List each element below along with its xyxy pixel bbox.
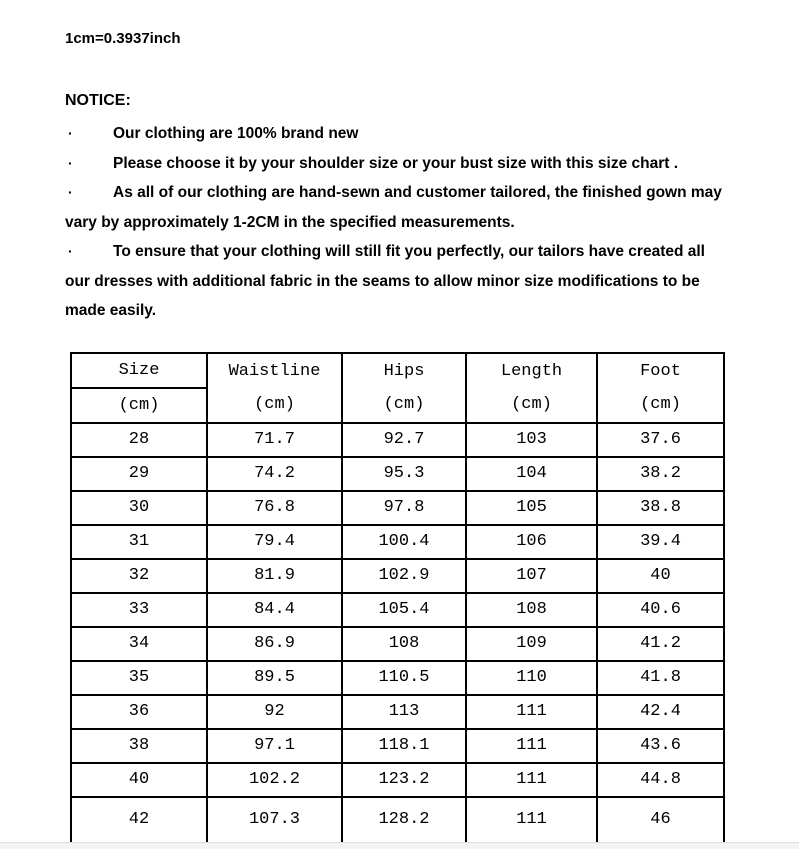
notice-item xyxy=(65,237,729,326)
cell-value: 41.8 xyxy=(597,661,724,695)
table-row xyxy=(71,729,724,763)
size-chart-body xyxy=(71,423,724,843)
column-header-unit: (cm) xyxy=(254,394,295,414)
notice-item-text: Our clothing are 100% brand new xyxy=(113,125,359,142)
notice-item xyxy=(65,178,729,237)
cell-value: 109 xyxy=(466,627,597,661)
table-row xyxy=(71,559,724,593)
cell-value: 36 xyxy=(71,695,207,729)
cell-value: 46 xyxy=(597,797,724,843)
cell-value: 118.1 xyxy=(342,729,466,763)
cell-value: 103 xyxy=(466,423,597,457)
column-header-unit: (cm) xyxy=(71,388,207,423)
cell-value: 105.4 xyxy=(342,593,466,627)
cell-value: 37.6 xyxy=(597,423,724,457)
cell-value: 39.4 xyxy=(597,525,724,559)
cell-value: 86.9 xyxy=(207,627,342,661)
column-header-unit: (cm) xyxy=(511,394,552,414)
cell-value: 89.5 xyxy=(207,661,342,695)
cell-value: 43.6 xyxy=(597,729,724,763)
cell-value: 111 xyxy=(466,763,597,797)
cell-value: 102.9 xyxy=(342,559,466,593)
cell-value: 30 xyxy=(71,491,207,525)
cell-value: 81.9 xyxy=(207,559,342,593)
column-header-unit: (cm) xyxy=(640,394,681,414)
column-header-label: Size xyxy=(71,353,207,388)
cell-value: 31 xyxy=(71,525,207,559)
bottom-page-strip xyxy=(0,842,799,849)
cell-value: 111 xyxy=(466,695,597,729)
table-row xyxy=(71,695,724,729)
cell-value: 95.3 xyxy=(342,457,466,491)
cell-value: 128.2 xyxy=(342,797,466,843)
cell-value: 123.2 xyxy=(342,763,466,797)
cell-value: 92.7 xyxy=(342,423,466,457)
cell-value: 33 xyxy=(71,593,207,627)
column-header xyxy=(342,353,466,423)
cell-value: 108 xyxy=(342,627,466,661)
table-row xyxy=(71,797,724,843)
table-row xyxy=(71,525,724,559)
cell-value: 110.5 xyxy=(342,661,466,695)
cell-value: 42 xyxy=(71,797,207,843)
cell-value: 40 xyxy=(71,763,207,797)
notice-list xyxy=(65,119,729,326)
column-header xyxy=(207,353,342,423)
table-row xyxy=(71,763,724,797)
header-row-label xyxy=(71,353,724,388)
cell-value: 38.8 xyxy=(597,491,724,525)
size-chart-table xyxy=(70,352,725,844)
bullet-dot: · xyxy=(68,243,73,259)
table-row xyxy=(71,661,724,695)
notice-item xyxy=(65,149,729,179)
cell-value: 29 xyxy=(71,457,207,491)
bullet-dot: · xyxy=(68,184,73,200)
cell-value: 97.8 xyxy=(342,491,466,525)
cell-value: 97.1 xyxy=(207,729,342,763)
size-chart-header xyxy=(71,353,724,423)
cell-value: 74.2 xyxy=(207,457,342,491)
column-header-label: Hips xyxy=(383,361,425,381)
cell-value: 104 xyxy=(466,457,597,491)
cell-value: 40.6 xyxy=(597,593,724,627)
cell-value: 105 xyxy=(466,491,597,525)
table-row xyxy=(71,627,724,661)
bullet-dot: · xyxy=(68,154,73,171)
notice-item-text: To ensure that your clothing will still fit you perfectly, our tailors have created all our dresses with additional fabric in the seams to allow minor size modifications to be made easily. xyxy=(65,243,705,319)
cell-value: 110 xyxy=(466,661,597,695)
cell-value: 113 xyxy=(342,695,466,729)
notice-heading: NOTICE: xyxy=(65,92,131,109)
cell-value: 106 xyxy=(466,525,597,559)
column-header-label: Waistline xyxy=(228,361,321,381)
cell-value: 38 xyxy=(71,729,207,763)
column-header xyxy=(597,353,724,423)
cell-value: 100.4 xyxy=(342,525,466,559)
cell-value: 92 xyxy=(207,695,342,729)
bullet-dot: · xyxy=(68,125,73,141)
cell-value: 111 xyxy=(466,729,597,763)
cell-value: 35 xyxy=(71,661,207,695)
cell-value: 108 xyxy=(466,593,597,627)
cell-value: 79.4 xyxy=(207,525,342,559)
cell-value: 111 xyxy=(466,797,597,843)
cell-value: 32 xyxy=(71,559,207,593)
cell-value: 84.4 xyxy=(207,593,342,627)
notice-item xyxy=(65,119,729,149)
table-row xyxy=(71,457,724,491)
cell-value: 40 xyxy=(597,559,724,593)
notice-item-text: As all of our clothing are hand-sewn and customer tailored, the finished gown may vary by approximately 1-2CM in the specified measurements. xyxy=(65,184,722,231)
cell-value: 102.2 xyxy=(207,763,342,797)
column-header-label: Length xyxy=(500,361,563,381)
column-header-unit: (cm) xyxy=(383,394,425,414)
cell-value: 107 xyxy=(466,559,597,593)
cell-value: 38.2 xyxy=(597,457,724,491)
column-header-label: Foot xyxy=(640,361,681,381)
cell-value: 42.4 xyxy=(597,695,724,729)
column-header xyxy=(466,353,597,423)
unit-conversion-note: 1cm=0.3937inch xyxy=(65,30,181,47)
cell-value: 76.8 xyxy=(207,491,342,525)
cell-value: 71.7 xyxy=(207,423,342,457)
notice-item-text: Please choose it by your shoulder size or your bust size with this size chart . xyxy=(113,154,679,172)
table-row xyxy=(71,491,724,525)
cell-value: 107.3 xyxy=(207,797,342,843)
table-row xyxy=(71,593,724,627)
cell-value: 41.2 xyxy=(597,627,724,661)
table-row xyxy=(71,423,724,457)
cell-value: 28 xyxy=(71,423,207,457)
cell-value: 44.8 xyxy=(597,763,724,797)
cell-value: 34 xyxy=(71,627,207,661)
